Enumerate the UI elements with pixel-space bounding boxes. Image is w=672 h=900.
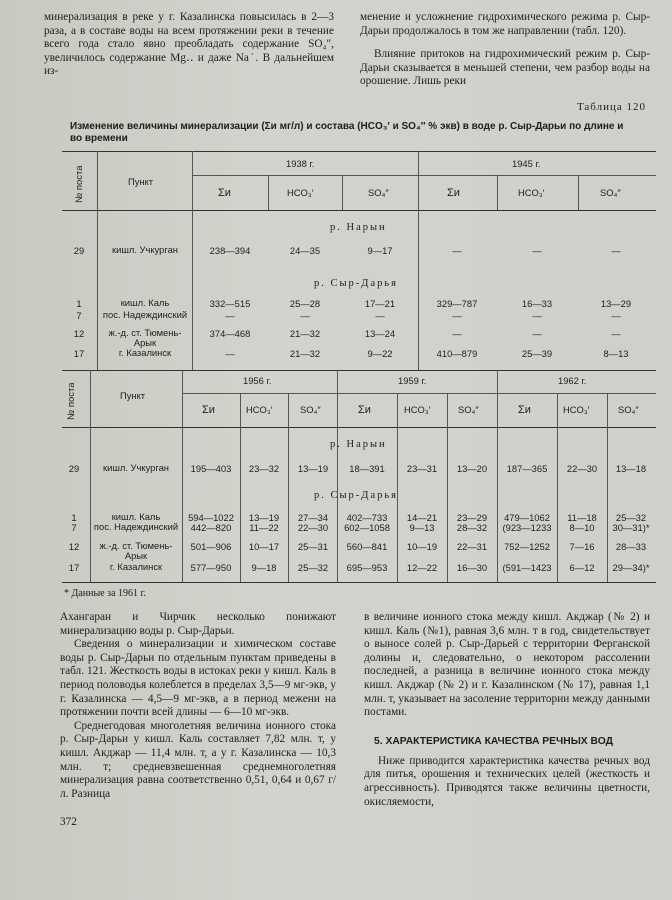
top-right-paragraph-2: Влияние притоков на гидрохимический режим р. Сыр-Дарьи сказывается в меньшей степени, чем разбор воды на орошение. Лишь реки <box>360 48 650 88</box>
table2-cell-b3: 22—31 <box>456 541 488 552</box>
bottom-right-column <box>364 611 650 809</box>
table2-cell-b2: 9—13 <box>409 522 435 533</box>
table2-cell-c1: (591—1423 <box>502 562 552 573</box>
table2-cell-point: г. Казалинск <box>109 561 163 572</box>
table2-cell-c1: 187—365 <box>506 463 548 474</box>
table1-cell-b1: — <box>452 310 462 321</box>
table2-header-rule <box>62 427 656 428</box>
table2-year-rule <box>182 393 656 394</box>
table2-cell-no: 12 <box>68 541 80 552</box>
bottom-left-paragraph-3: Среднегодовая многолетняя величина ионного стока р. Сыр-Дарьи у кишл. Каль составляет 7,82 млн. т, у кишл. Акджар — 11,4 млн. т, а у г. Казалинска — 10,3 млн. т; средневзвешенная среднемноголетняя минерализация равна соответственно 0,51, 0,64 и 0,67 г/л. Разница <box>60 719 336 800</box>
table1-point-header: Пункт <box>128 176 154 187</box>
table1-cell-no: 12 <box>73 328 85 339</box>
table2-col-hco3-a: HCO₃′ <box>246 404 273 415</box>
table1-bottom-rule <box>62 370 656 371</box>
table1-col-hco3-a: HCO₃′ <box>287 187 314 198</box>
table1-col-so4-b: SO₄″ <box>600 187 621 198</box>
table2-cell-c2: 6—12 <box>569 562 595 573</box>
table1-header-rule <box>62 210 656 211</box>
table1-cell-a1: — <box>225 348 235 359</box>
bottom-left-column <box>60 611 336 801</box>
table1-cell-b3: — <box>611 245 621 256</box>
top-right-paragraph-1: менение и усложнение гидрохимического режима р. Сыр-Дарьи продолжалось в том же направлении (табл. 120). <box>360 11 650 37</box>
table2-cell-no: 17 <box>68 562 80 573</box>
table2-cell-no: 1 <box>71 512 77 523</box>
table1-cell-b2: — <box>532 310 542 321</box>
table1-cell-no: 1 <box>76 298 82 309</box>
table1-cell-a2: 21—32 <box>289 348 321 359</box>
table2-year-a: 1956 г. <box>243 375 272 386</box>
table2-cell-b1: 402—733 <box>346 512 388 523</box>
table2-vline <box>607 393 608 582</box>
table2-cell-c1: 479—1062 <box>504 512 550 523</box>
table2-cell-b3: 16—30 <box>456 562 488 573</box>
table2-cell-c3: 29—34)* <box>612 562 650 573</box>
table1-cell-b1: 329—787 <box>436 298 478 309</box>
table1-cell-b3: — <box>611 310 621 321</box>
table2-river-syr: р. Сыр-Дарья <box>314 490 398 501</box>
table1-cell-a2: 21—32 <box>289 328 321 339</box>
table2-river-naryn: р. Нарын <box>330 439 387 450</box>
table1-cell-a3: — <box>375 310 385 321</box>
table2-cell-a1: 501—906 <box>190 541 232 552</box>
table2-col-hco3-c: HCO₃′ <box>563 404 590 415</box>
table1-year-a: 1938 г. <box>286 158 315 169</box>
table2-col-sum-c: Σи <box>518 404 531 416</box>
table2-cell-point: кишл. Каль <box>111 511 161 522</box>
table2-vline <box>557 393 558 582</box>
table1-cell-a2: 25—28 <box>289 298 321 309</box>
bottom-right-paragraph-2: Ниже приводится характеристика качества речных вод для питья, орошения и технических целей (жесткость и агрессивность). Приводятся также величины цветности, окисляемости, <box>364 754 650 808</box>
table2-cell-a3: 22—30 <box>297 522 329 533</box>
table2-cell-c3: 13—18 <box>615 463 647 474</box>
table1-cell-b1: 410—879 <box>436 348 478 359</box>
table1-river-syr: р. Сыр-Дарья <box>314 278 398 289</box>
table2-cell-b3: 13—20 <box>456 463 488 474</box>
table1-cell-b2: — <box>532 245 542 256</box>
table2-cell-c3: 28—33 <box>615 541 647 552</box>
table2-cell-a1: 594—1022 <box>188 512 234 523</box>
table1-river-naryn: р. Нарын <box>330 222 387 233</box>
table1-cell-no: 7 <box>76 310 82 321</box>
bottom-left-paragraph-2: Сведения о минерализации и химическом составе воды р. Сыр-Дарьи по отдельным пунктам приведены в табл. 121. Жесткость воды в истоках реки у кишл. Каль в период половодья колеблется в пределах 3,5—9 мг-экв, у г. Казалинска — 4,5—9 мг-экв, а в период межени на протяжении почти всей длины — 6—10 мг-экв. <box>60 638 336 719</box>
table2-cell-b3: 28—32 <box>456 522 488 533</box>
table2-vline <box>288 393 289 582</box>
table2-vline <box>447 393 448 582</box>
table1-cell-b1: — <box>452 328 462 339</box>
top-left-column <box>44 11 334 79</box>
table2-bottom-rule <box>62 582 656 583</box>
table1-cell-a3: 17—21 <box>364 298 396 309</box>
table2-cell-c2: 8—10 <box>569 522 595 533</box>
page-number <box>60 812 77 830</box>
table1-cell-a1: 374—468 <box>209 328 251 339</box>
table2-vline <box>397 393 398 582</box>
table1-cell-b1: — <box>452 245 462 256</box>
table1-col-hco3-b: HCO₃′ <box>518 187 545 198</box>
table1-post-header: № поста <box>74 165 85 203</box>
table2-cell-c2: 7—16 <box>569 541 595 552</box>
table2-cell-a2: 23—32 <box>248 463 280 474</box>
table1-cell-a3: 9—17 <box>367 245 393 256</box>
table2-cell-a3: 25—31 <box>297 541 329 552</box>
table1-cell-point: ж.-д. ст. Тюмень-Арык <box>108 327 182 348</box>
table1-cell-a1: 332—515 <box>209 298 251 309</box>
table2-cell-c3: 30—31)* <box>612 522 650 533</box>
table1-vline <box>497 175 498 210</box>
top-left-paragraph: минерализация в реке у г. Казалинска повысилась в 2—3 раза, а в составе воды на всем протяжении реки в течение всего года стало явно преобладать содержание SO₄″, увеличилось содержание Mg‥ и даже Na˙. В дальнейшем из- <box>44 11 334 78</box>
table2-cell-point: кишл. Учкурган <box>103 462 169 473</box>
table1-year-b: 1945 г. <box>512 158 541 169</box>
table2-col-so4-c: SO₄″ <box>618 404 639 415</box>
table2-cell-c2: 22—30 <box>566 463 598 474</box>
table1-col-sum-a: Σи <box>218 187 231 199</box>
table2-year-c: 1962 г. <box>558 375 587 386</box>
page-number-text: 372 <box>60 816 77 828</box>
table2-cell-c3: 25—32 <box>615 512 647 523</box>
table2-cell-c1: 752—1252 <box>504 541 550 552</box>
table1-cell-a3: 9—22 <box>367 348 393 359</box>
table1-col-so4-a: SO₄″ <box>368 187 389 198</box>
table2-col-so4-a: SO₄″ <box>300 404 321 415</box>
table2-cell-b2: 10—19 <box>406 541 438 552</box>
section-heading: 5. ХАРАКТЕРИСТИКА КАЧЕСТВА РЕЧНЫХ ВОД <box>374 735 613 747</box>
table1-cell-b3: — <box>611 328 621 339</box>
table1-cell-a1: — <box>225 310 235 321</box>
table1-cell-b3: 13—29 <box>600 298 632 309</box>
table1-cell-point: кишл. Учкурган <box>112 244 178 255</box>
table2-cell-b2: 12—22 <box>406 562 438 573</box>
table1-cell-point: пос. Надеждинский <box>102 309 188 320</box>
table2-cell-a1: 442—820 <box>190 522 232 533</box>
table2-cell-point: ж.-д. ст. Тюмень-Арык <box>99 540 173 561</box>
table2-post-header: № поста <box>66 382 77 420</box>
table2-cell-no: 7 <box>71 522 77 533</box>
table-number: Таблица 120 <box>576 101 646 113</box>
table2-col-sum-a: Σи <box>202 404 215 416</box>
table2-vline <box>240 393 241 582</box>
table2-year-b: 1959 г. <box>398 375 427 386</box>
table1-vline <box>268 175 269 210</box>
table2-cell-a2: 9—18 <box>251 562 277 573</box>
table1-col-sum-b: Σи <box>447 187 460 199</box>
table-footnote: * Данные за 1961 г. <box>64 588 146 599</box>
table1-cell-b2: 25—39 <box>521 348 553 359</box>
table1-cell-a2: 24—35 <box>289 245 321 256</box>
bottom-left-paragraph-1: Ахангаран и Чирчик несколько понижают минерализацию воды р. Сыр-Дарьи. <box>60 611 336 637</box>
top-right-column <box>360 11 650 89</box>
table2-cell-a1: 195—403 <box>190 463 232 474</box>
table2-cell-c1: (923—1233 <box>502 522 552 533</box>
table2-col-hco3-b: HCO₃′ <box>404 404 431 415</box>
table1-cell-b2: 16—33 <box>521 298 553 309</box>
table2-cell-c2: 11—18 <box>567 512 597 523</box>
table2-cell-b3: 23—29 <box>456 512 488 523</box>
table1-cell-a2: — <box>300 310 310 321</box>
table2-cell-a1: 577—950 <box>190 562 232 573</box>
table2-cell-b1: 560—841 <box>346 541 388 552</box>
table1-cell-b2: — <box>532 328 542 339</box>
table2-cell-b1: 18—391 <box>349 463 385 474</box>
table1-year-rule <box>192 175 656 176</box>
table2-cell-b2: 14—21 <box>406 512 438 523</box>
table2-point-header: Пункт <box>120 390 146 401</box>
table1-cell-no: 17 <box>73 348 85 359</box>
table2-cell-a2: 10—17 <box>248 541 280 552</box>
table2-cell-a3: 13—19 <box>297 463 329 474</box>
table1-cell-a1: 238—394 <box>209 245 251 256</box>
table-title: Изменение величины минерализации (Σи мг/л) и состава (HCO₃′ и SO₄″ % экв) в воде р. Сыр-Дарьи по длине и во времени <box>70 121 624 144</box>
table2-cell-b1: 602—1058 <box>344 522 390 533</box>
table2-col-so4-b: SO₄″ <box>458 404 479 415</box>
table2-cell-a3: 25—32 <box>297 562 329 573</box>
table2-cell-a2: 13—19 <box>248 512 280 523</box>
table2-cell-b2: 23—31 <box>406 463 438 474</box>
table2-cell-point: пос. Надеждинский <box>93 521 179 532</box>
table1-cell-a3: 13—24 <box>364 328 396 339</box>
table1-cell-point: г. Казалинск <box>118 347 172 358</box>
table1-vline <box>342 175 343 210</box>
table1-top-rule <box>62 151 656 152</box>
table2-col-sum-b: Σи <box>358 404 371 416</box>
table2-cell-no: 29 <box>68 463 80 474</box>
table2-cell-b1: 695—953 <box>346 562 388 573</box>
table1-vline <box>578 175 579 210</box>
table2-cell-a2: 11—22 <box>249 522 279 533</box>
table1-cell-b3: 8—13 <box>603 348 629 359</box>
bottom-right-paragraph-1: в величине ионного стока между кишл. Акджар (№ 2) и кишл. Каль (№1), равная 3,6 млн. т в год, свидетельствует о выносе солей р. Сыр-Дарьей с территории Ферганской долины и, следовательно, о некотором рассолении последней, а разница в величине ионного стока между кишл. Акджар (№ 2) и г. Казалинском (№ 17), равная 1,1 млн. т, указывает на засоление территории между данными постами. <box>364 611 650 719</box>
table1-cell-point: кишл. Каль <box>120 297 170 308</box>
table1-cell-no: 29 <box>73 245 85 256</box>
table2-cell-a3: 27—34 <box>297 512 329 523</box>
